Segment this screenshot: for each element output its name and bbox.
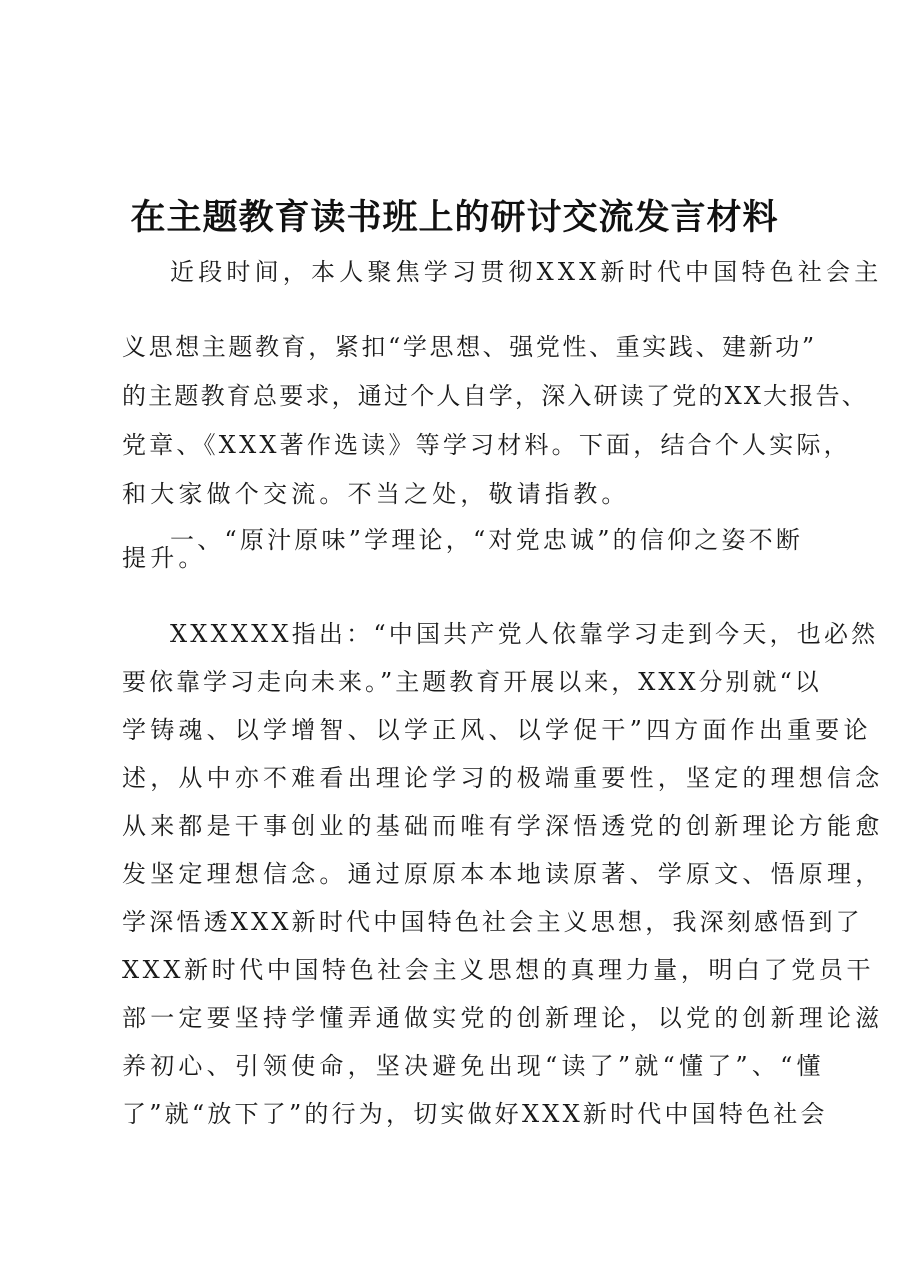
paragraph-line: 党章、《XXX著作选读》等学习材料。下面，结合个人实际， xyxy=(122,431,851,459)
paragraph-line: 义思想主题教育，紧扣“学思想、强党性、重实践、建新功” xyxy=(122,333,817,361)
paragraph-line: 了”就“放下了”的行为，切实做好XXX新时代中国特色社会 xyxy=(122,1100,828,1128)
paragraph-line: 学铸魂、以学增智、以学正风、以学促干”四方面作出重要论 xyxy=(122,716,872,744)
document-title: 在主题教育读书班上的研讨交流发言材料 xyxy=(130,197,779,238)
paragraph-line: 述，从中亦不难看出理论学习的极端重要性，坚定的理想信念 xyxy=(122,764,884,792)
paragraph-line: 部一定要坚持学懂弄通做实党的创新理论，以党的创新理论滋 xyxy=(122,1004,884,1032)
paragraph-line: XXXXXX指出：“中国共产党人依靠学习走到今天，也必然 xyxy=(170,620,879,648)
paragraph-line: 的主题教育总要求，通过个人自学，深入研读了党的XX大报告、 xyxy=(122,382,868,410)
paragraph-line: 发坚定理想信念。通过原原本本地读原著、学原文、悟原理， xyxy=(122,860,884,888)
paragraph-line: 要依靠学习走向未来。”主题教育开展以来，XXX分别就“以 xyxy=(122,668,822,696)
paragraph-line: 养初心、引领使命，坚决避免出现“读了”就“懂了”、“懂 xyxy=(122,1052,825,1080)
section-heading-line: 提升。 xyxy=(122,544,207,572)
paragraph-line: 从来都是干事创业的基础而唯有学深悟透党的创新理论方能愈 xyxy=(122,812,884,840)
paragraph-line: 学深悟透XXX新时代中国特色社会主义思想，我深刻感悟到了 xyxy=(122,908,863,936)
section-heading-line: 一、“原汁原味”学理论，“对党忠诚”的信仰之姿不断 xyxy=(170,526,804,554)
paragraph-line: 近段时间，本人聚焦学习贯彻XXX新时代中国特色社会主 xyxy=(170,258,883,286)
paragraph-line: 和大家做个交流。不当之处，敬请指教。 xyxy=(122,480,630,508)
paragraph-line: XXX新时代中国特色社会主义思想的真理力量，明白了党员干 xyxy=(122,956,875,984)
